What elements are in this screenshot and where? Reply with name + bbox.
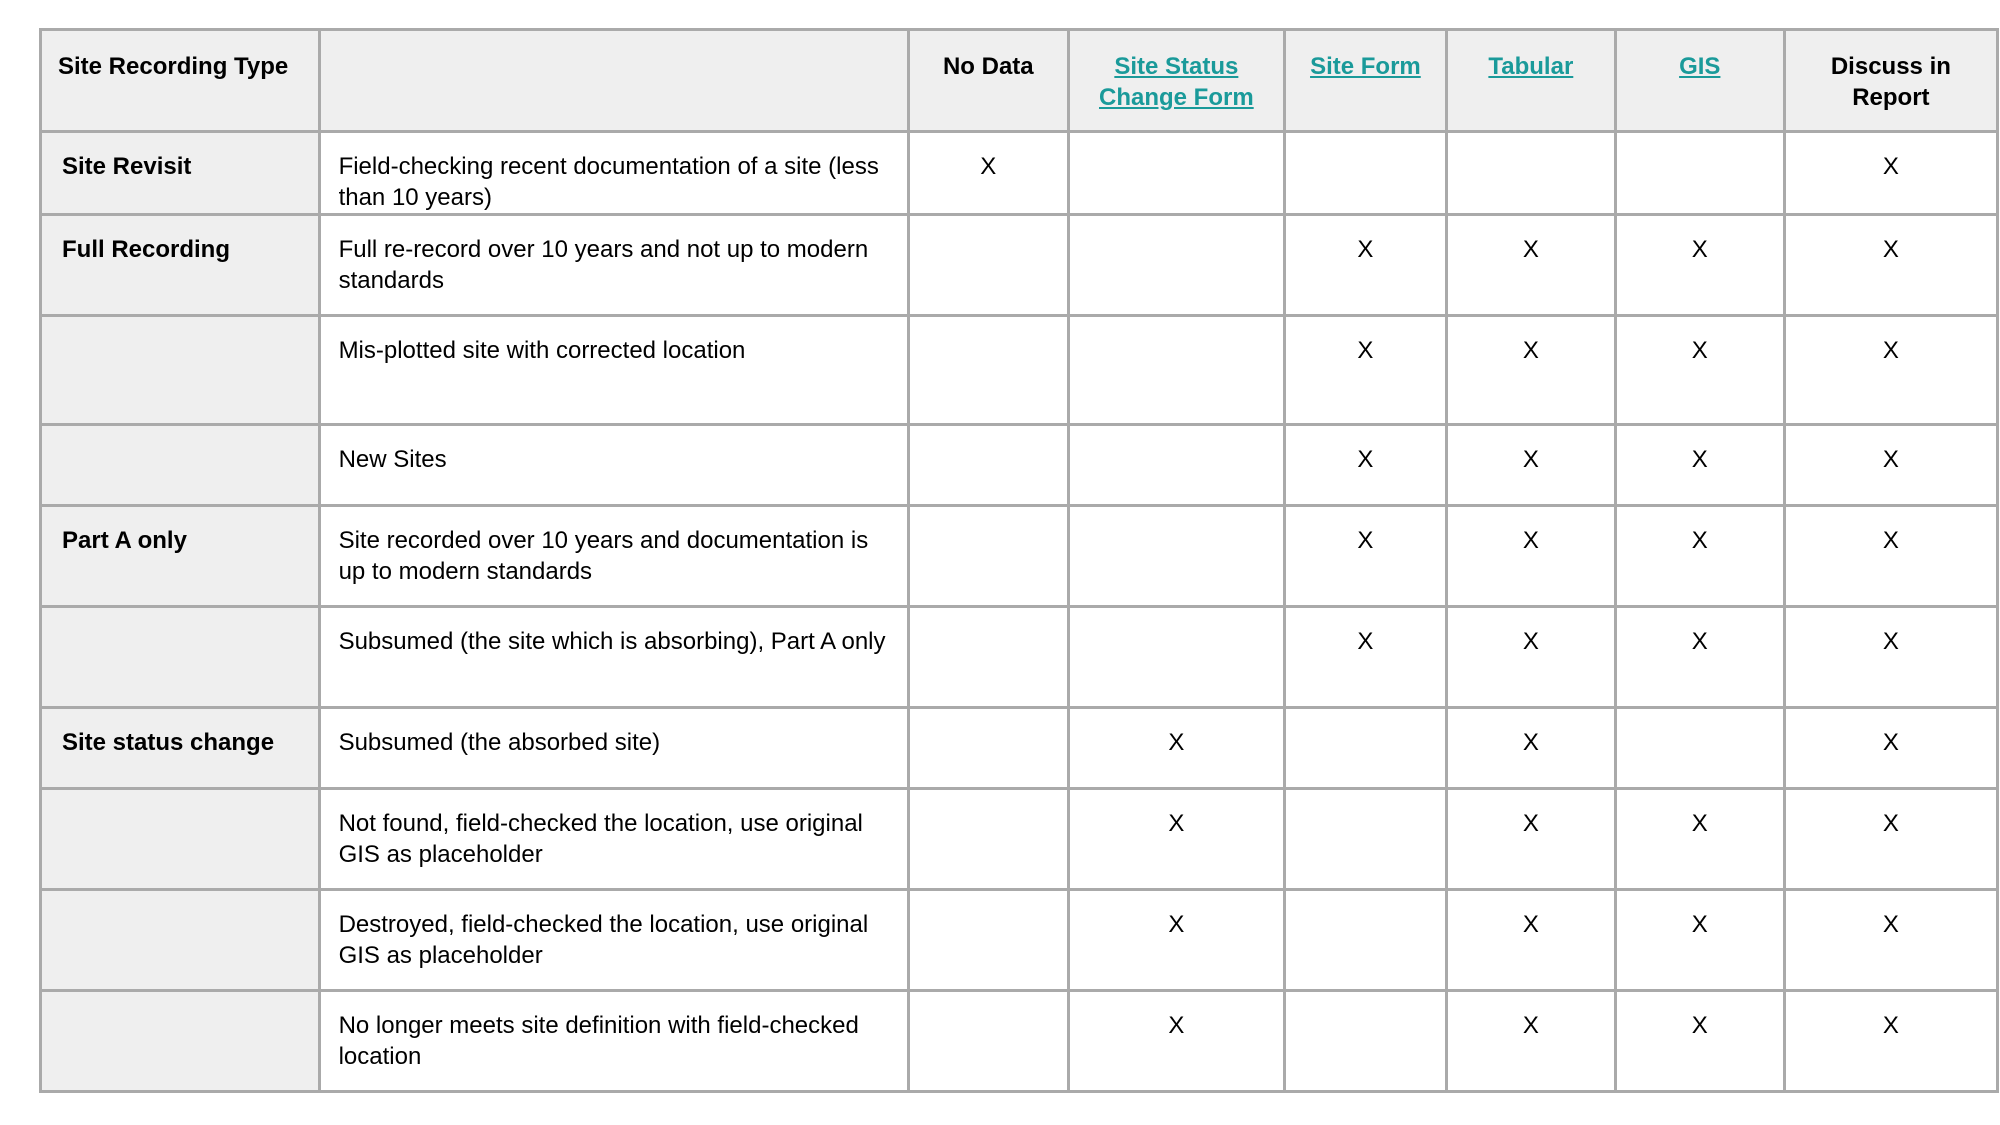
header-description: [319, 30, 908, 132]
table-header: [41, 30, 1998, 132]
row-recording-type: Site Revisit: [41, 132, 320, 215]
row-recording-type: [41, 789, 320, 890]
table-row: [41, 991, 1998, 1092]
mark-tabular: X: [1446, 316, 1615, 425]
row-description: Not found, field-checked the location, use original GIS as placeholder: [319, 789, 908, 890]
header-site-status-change-form-link[interactable]: Site Status Change Form: [1099, 53, 1254, 111]
header-tabular-link[interactable]: Tabular: [1488, 53, 1574, 80]
mark-site-status-change-form: X: [1068, 789, 1284, 890]
mark-no-data: [908, 215, 1068, 316]
row-description: Destroyed, field-checked the location, use original GIS as placeholder: [319, 890, 908, 991]
header-site-status-change-form: [1068, 30, 1284, 132]
mark-site-status-change-form: [1068, 425, 1284, 506]
mark-site-status-change-form: [1068, 215, 1284, 316]
row-recording-type: [41, 607, 320, 708]
mark-tabular: X: [1446, 425, 1615, 506]
table-row: [41, 789, 1998, 890]
mark-gis: X: [1615, 316, 1784, 425]
mark-tabular: X: [1446, 506, 1615, 607]
mark-site-status-change-form: X: [1068, 890, 1284, 991]
table-row: [41, 316, 1998, 425]
mark-no-data: [908, 425, 1068, 506]
mark-site-form: [1284, 132, 1446, 215]
row-description: Full re-record over 10 years and not up to modern standards: [319, 215, 908, 316]
mark-gis: [1615, 708, 1784, 789]
mark-discuss-in-report: X: [1784, 991, 1997, 1092]
row-recording-type: [41, 991, 320, 1092]
header-gis-link[interactable]: GIS: [1679, 53, 1721, 80]
mark-site-status-change-form: X: [1068, 708, 1284, 789]
row-description: Subsumed (the absorbed site): [319, 708, 908, 789]
mark-site-form: X: [1284, 316, 1446, 425]
mark-tabular: X: [1446, 789, 1615, 890]
mark-discuss-in-report: X: [1784, 890, 1997, 991]
mark-tabular: [1446, 132, 1615, 215]
mark-site-status-change-form: [1068, 506, 1284, 607]
mark-no-data: [908, 316, 1068, 425]
mark-site-form: X: [1284, 215, 1446, 316]
header-discuss-in-report: Discuss in Report: [1784, 30, 1997, 132]
row-description: Mis-plotted site with corrected location: [319, 316, 908, 425]
header-gis: [1615, 30, 1784, 132]
site-recording-table: [39, 28, 1999, 1093]
row-description: Subsumed (the site which is absorbing), Part A only: [319, 607, 908, 708]
mark-discuss-in-report: X: [1784, 607, 1997, 708]
table-row: [41, 215, 1998, 316]
mark-discuss-in-report: X: [1784, 316, 1997, 425]
mark-tabular: X: [1446, 890, 1615, 991]
mark-site-form: [1284, 991, 1446, 1092]
mark-site-form: [1284, 708, 1446, 789]
mark-site-status-change-form: X: [1068, 991, 1284, 1092]
mark-tabular: X: [1446, 991, 1615, 1092]
header-site-form: [1284, 30, 1446, 132]
mark-gis: X: [1615, 789, 1784, 890]
row-recording-type: [41, 890, 320, 991]
mark-site-status-change-form: [1068, 607, 1284, 708]
mark-gis: [1615, 132, 1784, 215]
mark-no-data: [908, 890, 1068, 991]
mark-discuss-in-report: X: [1784, 708, 1997, 789]
mark-no-data: [908, 789, 1068, 890]
table-row: [41, 132, 1998, 215]
header-site-recording-type: Site Recording Type: [41, 30, 320, 132]
mark-discuss-in-report: X: [1784, 425, 1997, 506]
mark-no-data: X: [908, 132, 1068, 215]
mark-no-data: [908, 607, 1068, 708]
table-row: [41, 607, 1998, 708]
mark-site-status-change-form: [1068, 316, 1284, 425]
mark-site-form: [1284, 890, 1446, 991]
mark-gis: X: [1615, 215, 1784, 316]
mark-no-data: [908, 506, 1068, 607]
row-description: Site recorded over 10 years and documentation is up to modern standards: [319, 506, 908, 607]
mark-gis: X: [1615, 607, 1784, 708]
mark-site-status-change-form: [1068, 132, 1284, 215]
table-row: [41, 708, 1998, 789]
mark-tabular: X: [1446, 708, 1615, 789]
mark-discuss-in-report: X: [1784, 506, 1997, 607]
mark-gis: X: [1615, 890, 1784, 991]
mark-no-data: [908, 708, 1068, 789]
mark-site-form: X: [1284, 607, 1446, 708]
table-body: [41, 132, 1998, 1092]
row-recording-type: [41, 316, 320, 425]
row-recording-type: [41, 425, 320, 506]
row-description: New Sites: [319, 425, 908, 506]
table-row: [41, 890, 1998, 991]
mark-site-form: [1284, 789, 1446, 890]
table-row: [41, 506, 1998, 607]
mark-gis: X: [1615, 991, 1784, 1092]
row-description: Field-checking recent documentation of a site (less than 10 years): [319, 132, 908, 215]
row-recording-type: Part A only: [41, 506, 320, 607]
mark-discuss-in-report: X: [1784, 132, 1997, 215]
mark-gis: X: [1615, 506, 1784, 607]
header-no-data: No Data: [908, 30, 1068, 132]
mark-site-form: X: [1284, 506, 1446, 607]
header-tabular: [1446, 30, 1615, 132]
header-site-form-link[interactable]: Site Form: [1310, 53, 1421, 80]
mark-discuss-in-report: X: [1784, 789, 1997, 890]
row-recording-type: Site status change: [41, 708, 320, 789]
mark-tabular: X: [1446, 215, 1615, 316]
header-row: [41, 30, 1998, 132]
table-row: [41, 425, 1998, 506]
mark-gis: X: [1615, 425, 1784, 506]
mark-no-data: [908, 991, 1068, 1092]
row-description: No longer meets site definition with field-checked location: [319, 991, 908, 1092]
mark-discuss-in-report: X: [1784, 215, 1997, 316]
row-recording-type: Full Recording: [41, 215, 320, 316]
mark-site-form: X: [1284, 425, 1446, 506]
mark-tabular: X: [1446, 607, 1615, 708]
